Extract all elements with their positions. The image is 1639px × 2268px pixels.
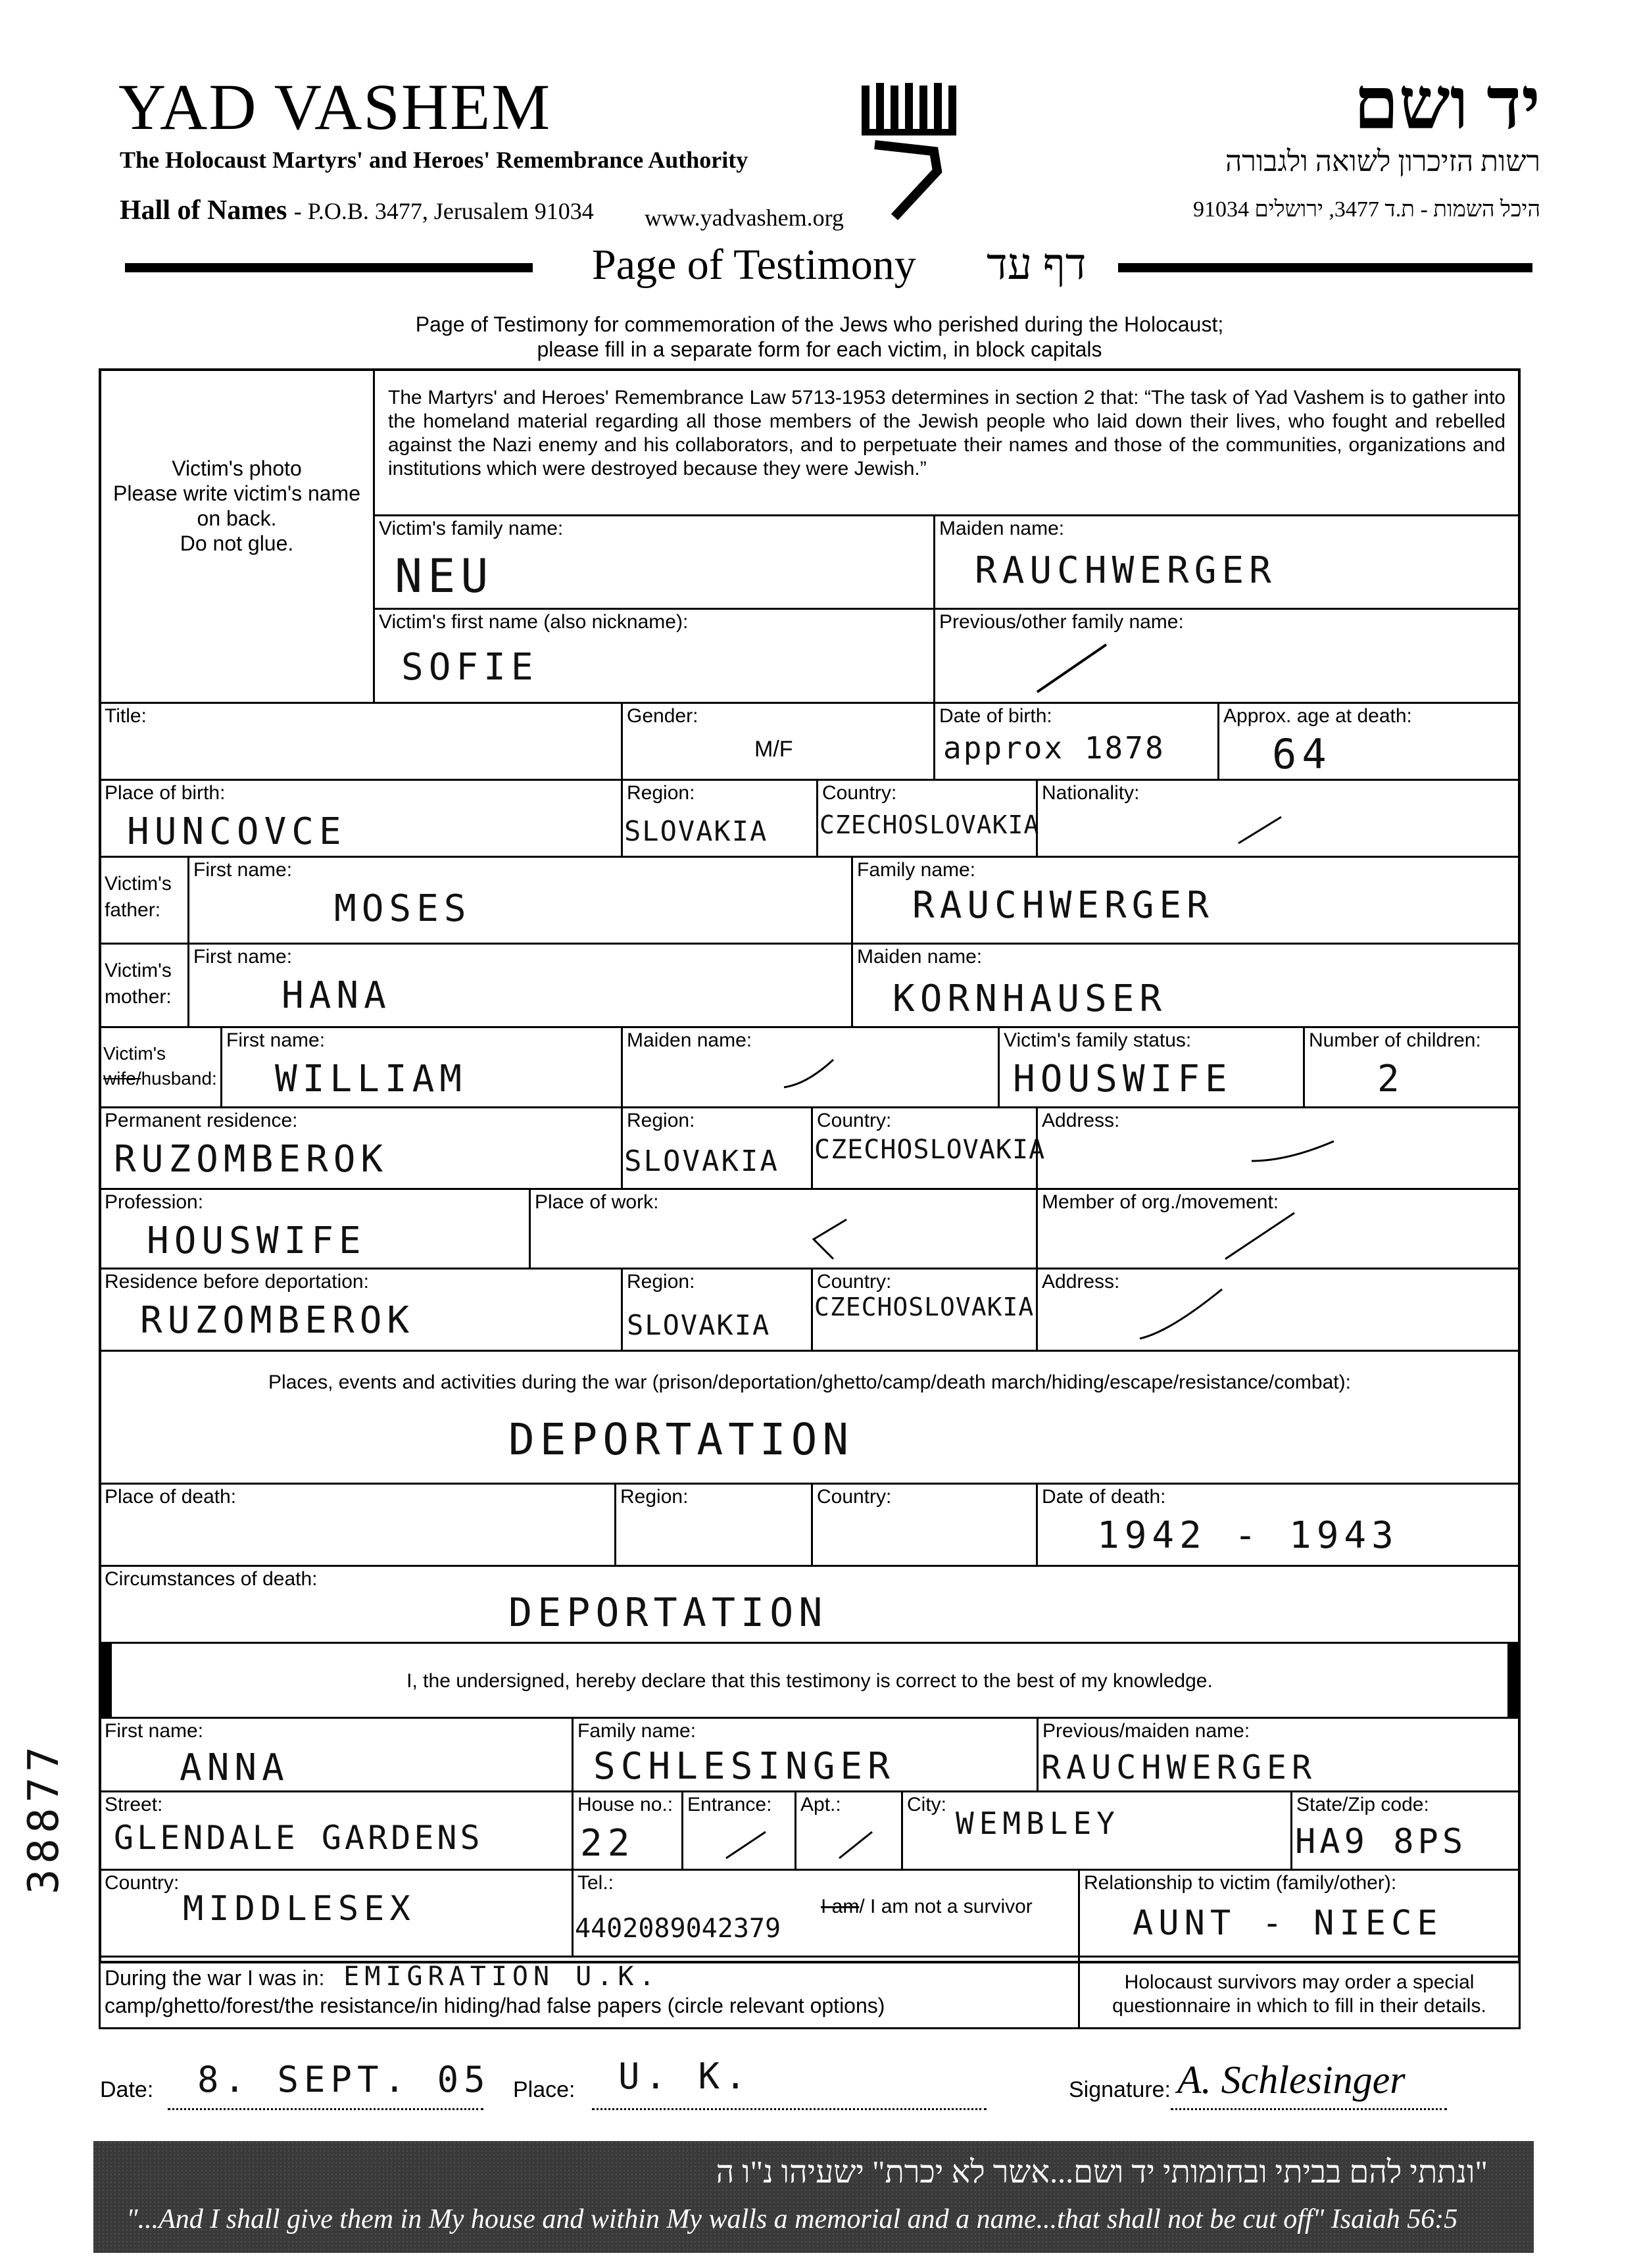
husband-first-field[interactable] xyxy=(220,1026,623,1108)
submitter-family-field[interactable] xyxy=(572,1717,1039,1792)
house-no-label: House no.: xyxy=(577,1794,673,1815)
street-field[interactable] xyxy=(99,1790,574,1871)
authority-hebrew: רשות הזיכרון לשואה ולגבורה xyxy=(1225,145,1540,178)
city-value: WEMBLEY xyxy=(956,1806,1120,1841)
res-region-field[interactable] xyxy=(621,1268,813,1352)
perm-res-label: Permanent residence: xyxy=(105,1110,298,1131)
date-of-death-value: 1942 - 1943 xyxy=(1097,1514,1399,1557)
submitter-maiden-label: Previous/maiden name: xyxy=(1042,1720,1250,1742)
profession-value: HOUSWIFE xyxy=(147,1220,366,1262)
birth-country-field[interactable] xyxy=(816,779,1038,858)
city-label: City: xyxy=(907,1794,946,1815)
war-events-field[interactable] xyxy=(99,1350,1521,1485)
entrance-field[interactable] xyxy=(681,1790,796,1871)
mother-maiden-field[interactable] xyxy=(851,943,1521,1028)
family-status-field[interactable] xyxy=(998,1026,1305,1108)
father-family-field[interactable] xyxy=(851,856,1521,945)
photo-line-4: Do not glue. xyxy=(180,531,294,555)
mother-first-label: First name: xyxy=(193,946,293,968)
subtitle-line-1: Page of Testimony for commemoration of the Jews who perished during the Holocaust; xyxy=(415,312,1224,336)
zip-value: HA9 8PS xyxy=(1295,1822,1467,1861)
perm-res-value: RUZOMBEROK xyxy=(114,1138,389,1181)
first-name-label: Victim's first name (also nickname): xyxy=(379,611,689,633)
first-name-value: SOFIE xyxy=(401,646,539,689)
law-text: The Martyrs' and Heroes' Remembrance Law 5713-1953 determines in section 2 that: “The task of Yad Vashem is to gather into the homeland material regarding all those members of the Jewish people who laid down their lives, who fought and rebelled against the Nazi enemy and his collaborators, and to perpetuate their names and those of the communities, organizations and institutions which were destroyed because they were Jewish.” xyxy=(388,387,1505,480)
circumstances-value: DEPORTATION xyxy=(508,1590,828,1636)
place-of-birth-label: Place of birth: xyxy=(105,782,226,804)
perm-country-value: CZECHOSLOVAKIA xyxy=(814,1135,1046,1165)
age-value: 64 xyxy=(1272,730,1332,778)
signature-underline xyxy=(1171,2108,1447,2110)
submitter-first-value: ANNA xyxy=(180,1746,289,1789)
spouse-label-1: Victim's xyxy=(103,1043,166,1064)
tel-label: Tel.: xyxy=(577,1872,614,1894)
survivors-note-1: Holocaust survivors may order a special xyxy=(1124,1971,1475,1993)
dash-mark xyxy=(781,1054,840,1094)
entrance-label: Entrance: xyxy=(687,1794,772,1815)
res-country-label: Country: xyxy=(817,1271,892,1293)
res-before-value: RUZOMBEROK xyxy=(140,1299,415,1342)
org-title-hebrew: יד ושם xyxy=(1354,64,1540,144)
circumstances-field[interactable] xyxy=(99,1565,1521,1644)
dash-mark xyxy=(1222,1210,1301,1262)
street-label: Street: xyxy=(105,1794,163,1815)
footer-quote-english: "...And I shall give them in My house and within My walls a memorial and a name...that shall not be cut off" Isaiah 56:5 xyxy=(126,2204,1458,2234)
authority-subtitle: The Holocaust Martyrs' and Heroes' Remembrance Authority xyxy=(120,147,748,173)
prev-family-label: Previous/other family name: xyxy=(939,611,1184,633)
submitter-maiden-value: RAUCHWERGER xyxy=(1041,1748,1317,1787)
res-region-value: SLOVAKIA xyxy=(627,1309,771,1341)
father-family-value: RAUCHWERGER xyxy=(912,884,1214,927)
photo-line-1: Victim's photo xyxy=(172,456,302,480)
spouse-maiden-label: Maiden name: xyxy=(627,1029,752,1051)
spouse-label xyxy=(103,1041,217,1091)
photo-box xyxy=(99,368,375,704)
dash-mark xyxy=(723,1829,769,1861)
relationship-label: Relationship to victim (family/other): xyxy=(1084,1872,1397,1894)
date-value: 8. SEPT. 05 xyxy=(197,2059,491,2100)
gender-field[interactable] xyxy=(621,702,935,781)
submitter-first-field[interactable] xyxy=(99,1717,574,1792)
tel-field[interactable] xyxy=(572,1869,1080,1958)
perm-address-label: Address: xyxy=(1042,1110,1120,1131)
father-label: Victim's father: xyxy=(105,873,172,921)
workplace-field[interactable] xyxy=(529,1188,1038,1270)
spouse-maiden-field[interactable] xyxy=(621,1026,1000,1108)
spouse-label-2 xyxy=(103,1066,217,1091)
death-country-field[interactable] xyxy=(811,1483,1038,1567)
date-underline xyxy=(168,2108,483,2110)
death-region-label: Region: xyxy=(620,1486,689,1508)
date-of-death-field[interactable] xyxy=(1036,1483,1521,1567)
city-field[interactable] xyxy=(901,1790,1292,1871)
apt-label: Apt.: xyxy=(800,1794,841,1815)
survivors-note-2: questionnaire in which to fill in their details. xyxy=(1112,1995,1486,2017)
mother-maiden-label: Maiden name: xyxy=(857,946,983,968)
children-field[interactable] xyxy=(1303,1026,1521,1108)
death-region-field[interactable] xyxy=(614,1483,813,1567)
perm-country-field[interactable] xyxy=(811,1106,1046,1190)
signature-label: Signature: xyxy=(1069,2077,1171,2102)
submitter-family-value: SCHLESINGER xyxy=(593,1745,895,1788)
husband-first-value: WILLIAM xyxy=(275,1058,468,1100)
place-of-death-label: Place of death: xyxy=(105,1486,237,1508)
survivor-struck: I am xyxy=(821,1896,860,1917)
res-before-field[interactable] xyxy=(99,1268,623,1352)
tel-value: 4402089042379 xyxy=(575,1913,781,1944)
member-label: Member of org./movement: xyxy=(1042,1191,1279,1213)
profession-label: Profession: xyxy=(105,1191,204,1213)
war-events-label: Places, events and activities during the war (prison/deportation/ghetto/camp/death march/hiding/escape/resistance/combat): xyxy=(268,1371,1351,1393)
birth-country-value: CZECHOSLOVAKIA xyxy=(820,810,1040,839)
mother-maiden-value: KORNHAUSER xyxy=(893,977,1167,1020)
place-label: Place: xyxy=(513,2077,575,2102)
submitter-country-value: MIDDLESEX xyxy=(183,1889,416,1929)
org-title: YAD VASHEM xyxy=(118,70,552,143)
during-war-label-row xyxy=(105,1961,660,1992)
birth-region-value: SLOVAKIA xyxy=(624,815,768,847)
hall-hebrew: היכל השמות - ת.ד 3477, ירושלים 91034 xyxy=(1192,197,1540,222)
during-war-field[interactable] xyxy=(99,1956,1080,2029)
perm-address-field[interactable] xyxy=(1036,1106,1521,1190)
prev-family-field[interactable] xyxy=(933,608,1521,704)
hall-of-names-label xyxy=(120,195,594,226)
dash-mark xyxy=(1034,639,1113,699)
form-title-hebrew: דף עד xyxy=(987,241,1087,289)
maiden-name-field[interactable] xyxy=(933,514,1521,610)
survivors-note-box xyxy=(1078,1956,1521,2029)
place-of-birth-field[interactable] xyxy=(99,779,623,858)
during-war-options: camp/ghetto/forest/the resistance/in hiding/had false papers (circle relevant options) xyxy=(105,1994,885,2017)
member-field[interactable] xyxy=(1036,1188,1521,1270)
circumstances-label: Circumstances of death: xyxy=(105,1568,318,1590)
father-first-field[interactable] xyxy=(187,856,853,945)
title-field[interactable] xyxy=(99,702,623,781)
perm-country-label: Country: xyxy=(817,1110,892,1131)
age-label: Approx. age at death: xyxy=(1223,705,1412,727)
dob-value: approx 1878 xyxy=(943,730,1165,766)
footer-banner xyxy=(93,2141,1534,2253)
survivor-status xyxy=(821,1896,1033,1918)
menorah-logo-icon xyxy=(855,79,967,227)
date-label: Date: xyxy=(100,2077,154,2102)
res-before-label: Residence before deportation: xyxy=(105,1271,369,1293)
profession-field[interactable] xyxy=(99,1188,531,1270)
declaration-text: I, the undersigned, hereby declare that this testimony is correct to the best of my knowledge. xyxy=(406,1670,1213,1692)
children-value: 2 xyxy=(1377,1058,1405,1100)
during-war-label: During the war I was in: xyxy=(105,1966,325,1990)
photo-line-3: on back. xyxy=(197,506,277,530)
family-name-value: NEU xyxy=(395,549,494,603)
declaration-box xyxy=(99,1642,1521,1719)
dob-field[interactable] xyxy=(933,702,1219,781)
gender-label: Gender: xyxy=(627,705,698,727)
birth-country-label: Country: xyxy=(822,782,897,804)
nationality-field[interactable] xyxy=(1036,779,1521,858)
family-name-label: Victim's family name: xyxy=(379,518,564,539)
website: www.yadvashem.org xyxy=(645,205,844,231)
res-country-value: CZECHOSLOVAKIA xyxy=(814,1293,1035,1321)
hall-address: - P.O.B. 3477, Jerusalem 91034 xyxy=(293,198,594,224)
maiden-name-value: RAUCHWERGER xyxy=(975,549,1277,592)
zip-label: State/Zip code: xyxy=(1296,1794,1429,1815)
place-of-birth-value: HUNCOVCE xyxy=(127,810,347,853)
during-war-value: EMIGRATION U.K. xyxy=(343,1961,660,1992)
title-label: Title: xyxy=(105,705,147,727)
house-no-value: 22 xyxy=(580,1822,635,1865)
dash-mark xyxy=(1235,814,1288,847)
res-country-field[interactable] xyxy=(811,1268,1038,1352)
dash-mark xyxy=(836,1829,875,1861)
workplace-label: Place of work: xyxy=(535,1191,659,1213)
date-of-death-label: Date of death: xyxy=(1042,1486,1166,1508)
law-text-box xyxy=(373,368,1521,516)
relationship-value: AUNT - NIECE xyxy=(1133,1904,1443,1943)
street-value: GLENDALE GARDENS xyxy=(114,1819,483,1857)
perm-res-field[interactable] xyxy=(99,1106,623,1190)
submitter-family-label: Family name: xyxy=(577,1720,697,1742)
dash-mark xyxy=(807,1216,860,1262)
res-region-label: Region: xyxy=(627,1271,695,1293)
title-rule-right xyxy=(1118,263,1532,272)
zip-field[interactable] xyxy=(1290,1790,1521,1871)
father-first-value: MOSES xyxy=(334,887,472,930)
mother-label: Victim's mother: xyxy=(105,960,172,1008)
death-country-label: Country: xyxy=(817,1486,892,1508)
signature-value: A. Schlesinger xyxy=(1177,2058,1406,2102)
family-name-field[interactable] xyxy=(373,514,935,610)
place-value: U. K. xyxy=(618,2056,752,2097)
perm-region-label: Region: xyxy=(627,1110,695,1131)
dob-label: Date of birth: xyxy=(939,705,1052,727)
place-underline xyxy=(592,2108,987,2110)
family-status-label: Victim's family status: xyxy=(1004,1029,1192,1051)
maiden-name-label: Maiden name: xyxy=(939,518,1065,539)
mother-first-field[interactable] xyxy=(187,943,853,1028)
husband-first-label: First name: xyxy=(226,1029,326,1051)
perm-region-field[interactable] xyxy=(621,1106,813,1190)
submitter-maiden-field[interactable] xyxy=(1037,1717,1521,1792)
res-address-field[interactable] xyxy=(1036,1268,1521,1352)
nationality-label: Nationality: xyxy=(1042,782,1140,804)
wife-struck: wife/ xyxy=(103,1068,141,1089)
submitter-first-label: First name: xyxy=(105,1720,204,1742)
res-address-label: Address: xyxy=(1042,1271,1120,1293)
subtitle-line-2: please fill in a separate form for each victim, in block capitals xyxy=(537,337,1102,361)
title-rule-left xyxy=(125,263,533,272)
apt-field[interactable] xyxy=(795,1790,903,1871)
gender-options: M/F xyxy=(754,737,793,762)
place-of-death-field[interactable] xyxy=(99,1483,616,1567)
submitter-country-label: Country: xyxy=(105,1872,180,1894)
form-title: Page of Testimony xyxy=(592,241,916,289)
house-no-field[interactable] xyxy=(572,1790,683,1871)
dash-mark xyxy=(1137,1286,1229,1345)
birth-region-label: Region: xyxy=(627,782,695,804)
survivor-text: / I am not a survivor xyxy=(859,1896,1033,1917)
father-first-label: First name: xyxy=(193,859,293,881)
margin-number: 38877 xyxy=(20,1741,68,1894)
footer-quote-hebrew: "ונתתי להם בביתי ובחומותי יד ושם...אשר לא יכרת" ישעיהו נ"ו ה xyxy=(716,2155,1488,2190)
first-name-field[interactable] xyxy=(373,608,935,704)
hall-label: Hall of Names xyxy=(120,195,287,226)
war-events-value: DEPORTATION xyxy=(508,1414,854,1465)
father-family-label: Family name: xyxy=(857,859,976,881)
husband-label: husband: xyxy=(141,1068,217,1089)
birth-region-field[interactable] xyxy=(621,779,818,858)
family-status-value: HOUSWIFE xyxy=(1013,1058,1233,1100)
dash-mark xyxy=(1248,1135,1340,1168)
age-field[interactable] xyxy=(1217,702,1521,781)
submitter-country-field[interactable] xyxy=(99,1869,574,1958)
relationship-field[interactable] xyxy=(1078,1869,1521,1958)
mother-first-value: HANA xyxy=(281,974,391,1017)
photo-line-2: Please write victim's name xyxy=(113,481,360,505)
children-label: Number of children: xyxy=(1309,1029,1481,1051)
perm-region-value: SLOVAKIA xyxy=(624,1145,779,1178)
